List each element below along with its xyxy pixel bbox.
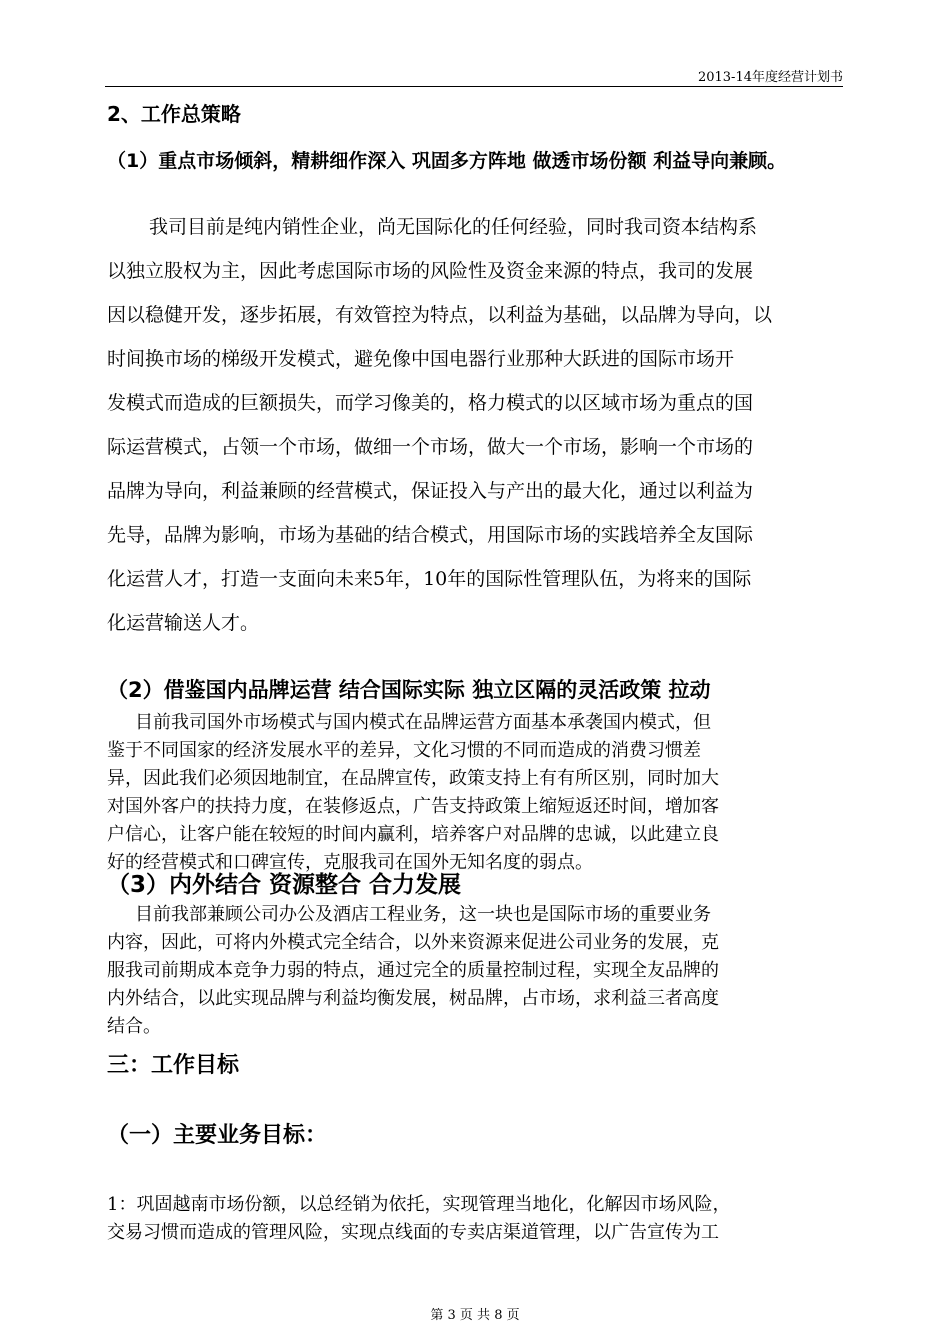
paragraph-line: 化运营输送人才。 [107,612,260,634]
paragraph-line: 先导，品牌为影响，市场为基础的结合模式，用国际市场的实践培养全友国际 [107,524,754,546]
paragraph-line: 服我司前期成本竞争力弱的特点，通过完全的质量控制过程，实现全友品牌的 [107,960,719,981]
paragraph-line: 时间换市场的梯级开发模式，避免像中国电器行业那种大跃进的国际市场开 [107,348,735,370]
paragraph-line: 际运营模式，占领一个市场，做细一个市场，做大一个市场，影响一个市场的 [107,436,754,458]
paragraph-line: 化运营人才，打造一支面向未来5年，10年的国际性管理队伍，为将来的国际 [107,568,752,590]
section-2-title: 2、工作总策略 [107,102,241,126]
paragraph-line: 内容，因此，可将内外模式完全结合，以外来资源来促进公司业务的发展，克 [107,932,719,953]
paragraph-line: 结合。 [107,1016,161,1037]
paragraph-line: 好的经营模式和口碑宣传，克服我司在国外无知名度的弱点。 [107,852,593,873]
paragraph-line: 以独立股权为主，因此考虑国际市场的风险性及资金来源的特点，我司的发展 [107,260,754,282]
paragraph-line: 鉴于不同国家的经济发展水平的差异，文化习惯的不同而造成的消费习惯差 [107,740,701,761]
paragraph-line: 目前我部兼顾公司办公及酒店工程业务，这一块也是国际市场的重要业务 [135,904,711,925]
section-3-title: 三：工作目标 [107,1053,240,1078]
section-3-subsection-1-title: （一）主要业务目标： [107,1123,328,1148]
paragraph-line: 内外结合，以此实现品牌与利益均衡发展，树品牌，占市场，求利益三者高度 [107,988,719,1009]
paragraph-line: 发模式而造成的巨额损失，而学习像美的，格力模式的以区域市场为重点的国 [107,392,754,414]
header-title: 2013-14年度经营计划书 [697,70,843,85]
page-number: 第 3 页 共 8 页 [430,1308,520,1323]
paragraph-line: 交易习惯而造成的管理风险，实现点线面的专卖店渠道管理，以广告宣传为工 [107,1222,719,1243]
paragraph-line: 因以稳健开发，逐步拓展，有效管控为特点，以利益为基础，以品牌为导向，以 [107,304,773,326]
paragraph-line: 1：巩固越南市场份额，以总经销为依托，实现管理当地化，化解因市场风险， [107,1194,731,1215]
subsection-3-title: （3）内外结合 资源整合 合力发展 [107,872,462,898]
subsection-2-title: （2）借鉴国内品牌运营 结合国际实际 独立区隔的灵活政策 拉动 [107,678,711,702]
paragraph-line: 对国外客户的扶持力度，在装修返点，广告支持政策上缩短返还时间，增加客 [107,796,719,817]
subsection-1-title: （1）重点市场倾斜，精耕细作深入 巩固多方阵地 做透市场份额 利益导向兼顾。 [107,150,787,172]
paragraph-line: 户信心，让客户能在较短的时间内赢利，培养客户对品牌的忠诚，以此建立良 [107,824,719,845]
paragraph-line: 异，因此我们必须因地制宜，在品牌宣传，政策支持上有有所区别，同时加大 [107,768,719,789]
header-divider [105,86,843,87]
paragraph-line: 品牌为导向，利益兼顾的经营模式，保证投入与产出的最大化，通过以利益为 [107,480,754,502]
paragraph-line: 目前我司国外市场模式与国内模式在品牌运营方面基本承袭国内模式，但 [135,712,711,733]
paragraph-line: 我司目前是纯内销性企业，尚无国际化的任何经验，同时我司资本结构系 [149,216,758,238]
